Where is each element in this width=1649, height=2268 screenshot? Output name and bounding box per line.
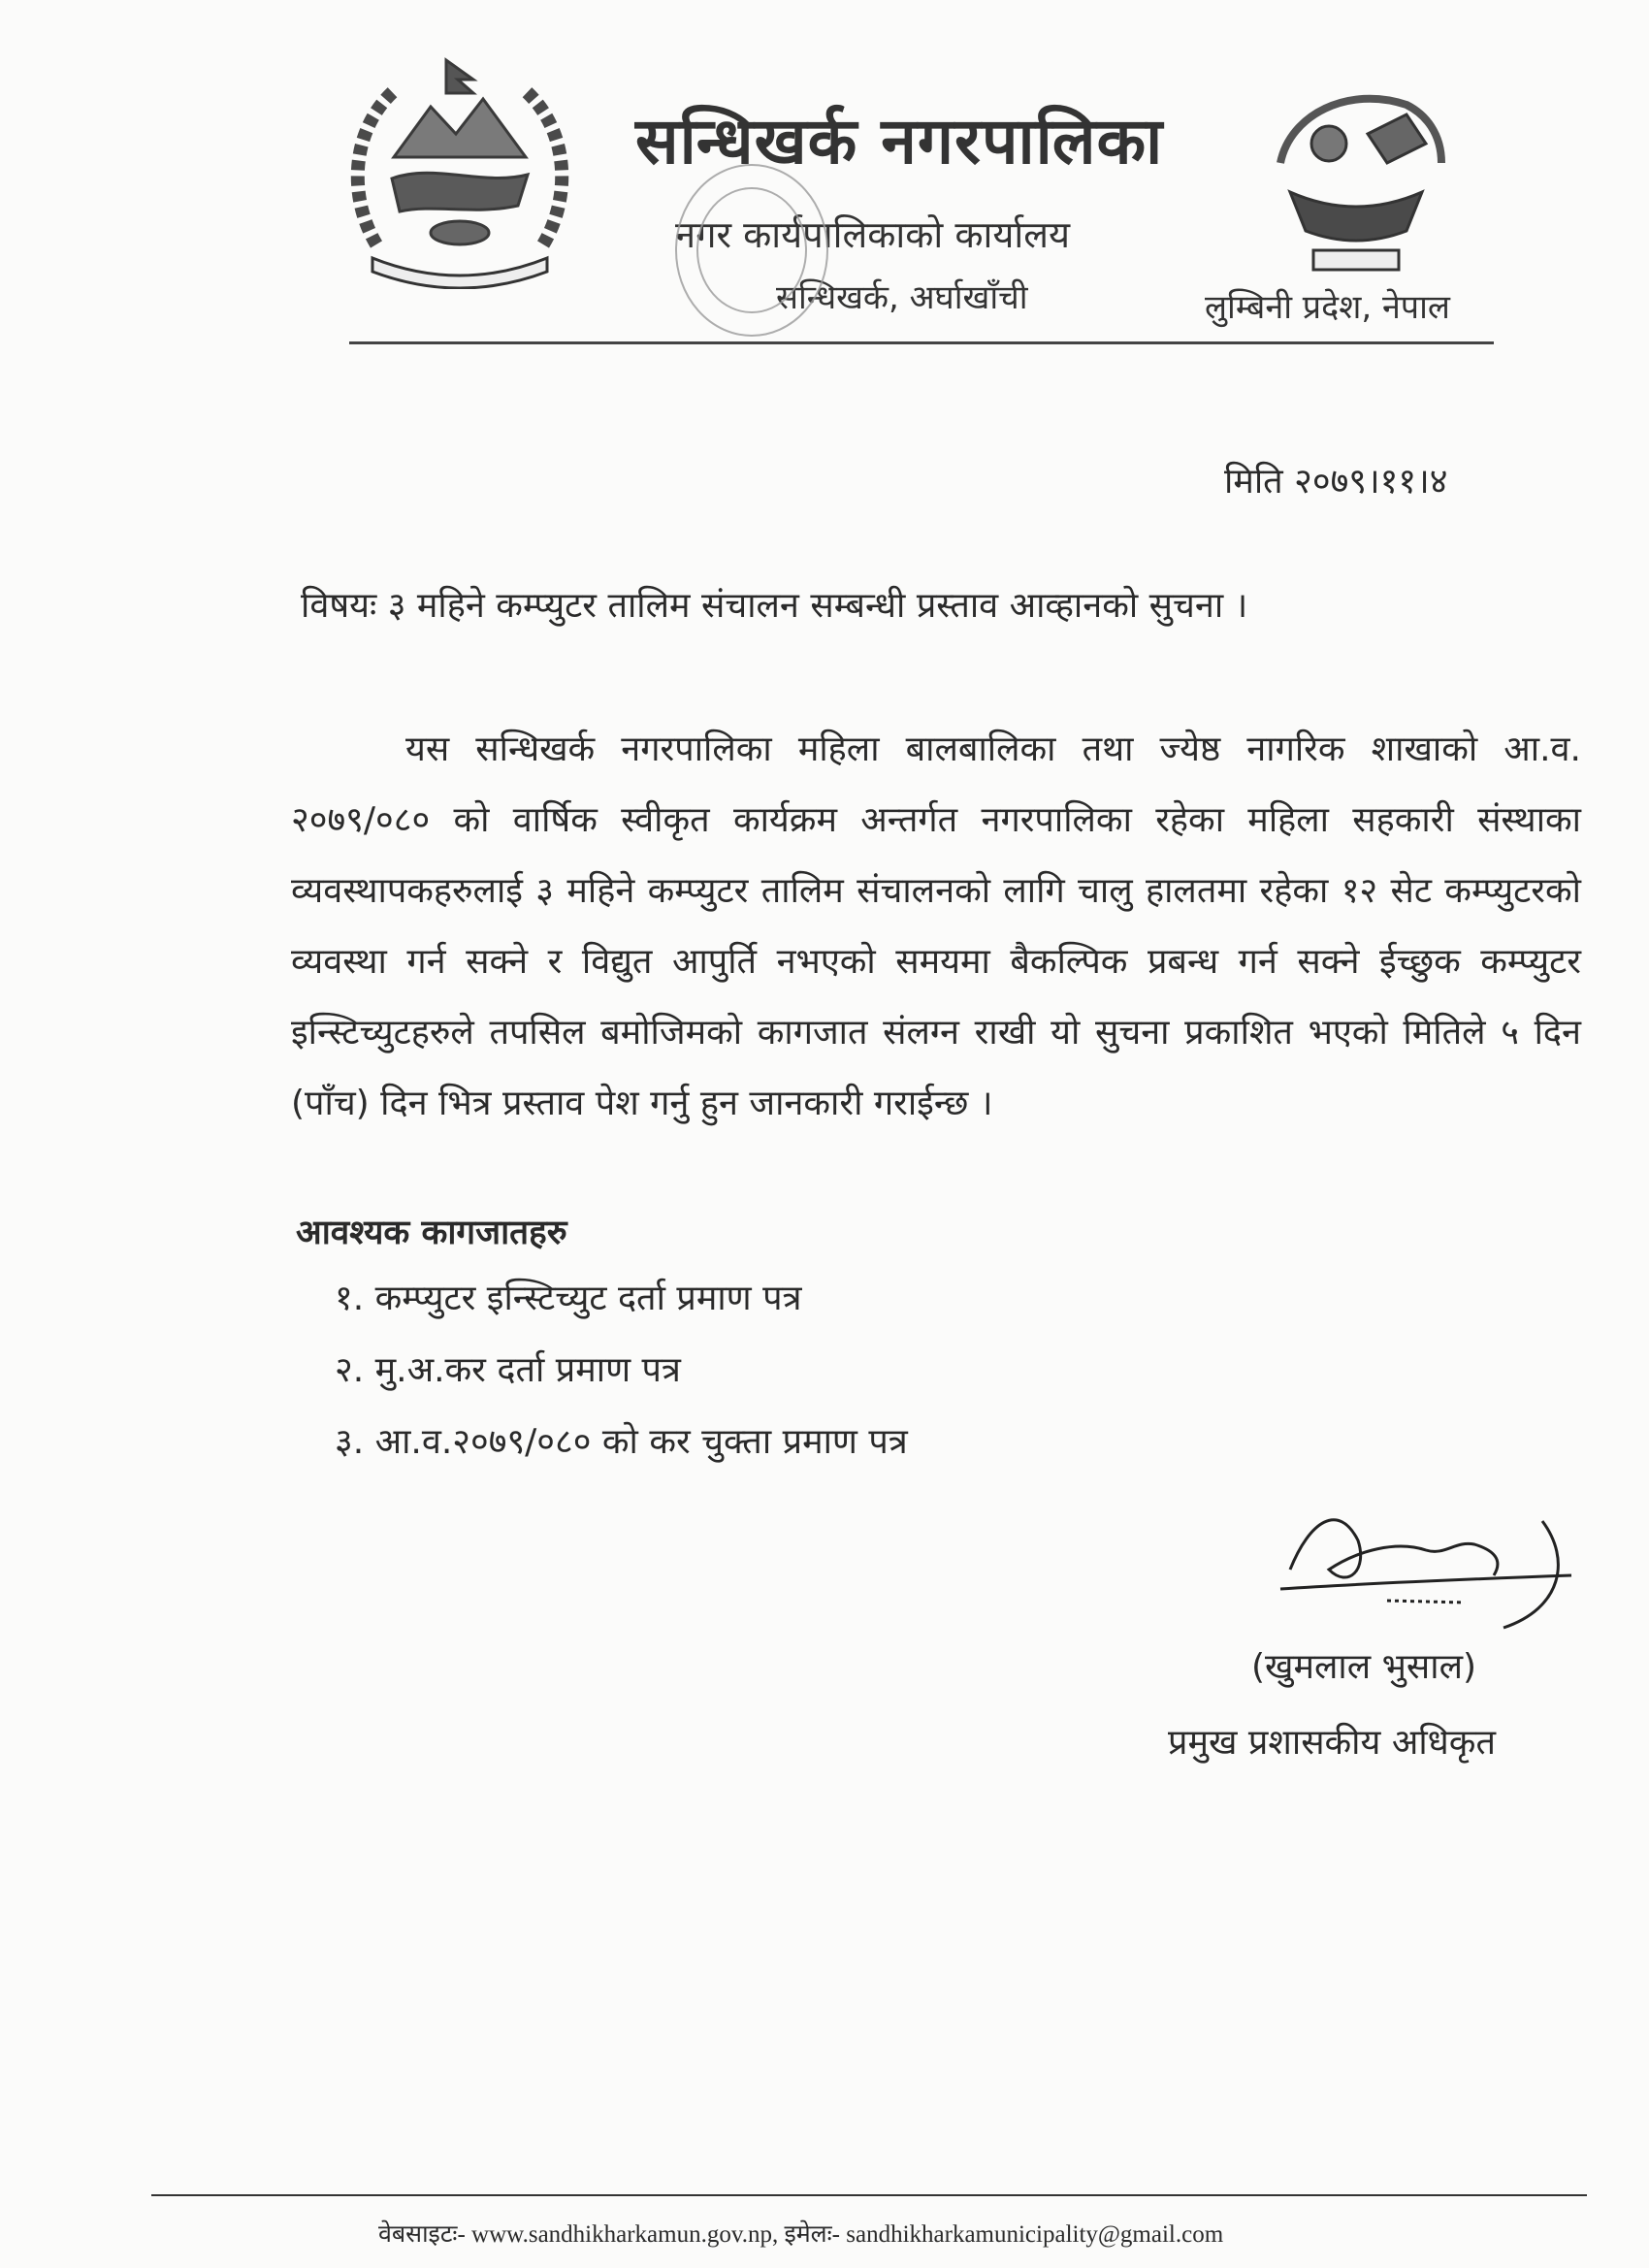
office-stamp-icon [669,153,834,347]
notice-subject: विषयः ३ महिने कम्प्युटर तालिम संचालन सम्बन्धी प्रस्ताव आव्हानको सुचना । [301,586,1248,626]
footer-divider [151,2194,1587,2196]
signer-title: प्रमुख प्रशासकीय अधिकृत [1168,1723,1496,1763]
nepal-emblem-icon [338,50,582,289]
document-item: २. मु.अ.कर दर्ता प्रमाण पत्र [335,1350,681,1390]
documents-list [335,1273,908,1488]
documents-heading: आवश्यक कागजातहरु [296,1214,567,1252]
document-item: ३. आ.व.२०७९/०८० को कर चुक्ता प्रमाण पत्र [335,1422,908,1462]
notice-date: मिति २०७९।११।४ [1224,462,1448,502]
signer-name: (खुमलाल भुसाल) [1251,1647,1477,1687]
org-title: सन्धिखर्क नगरपालिका [635,104,1164,178]
footer-contact: वेबसाइटः- www.sandhikharkamun.gov.np, इमेलः- sandhikharkamunicipality@gmail.com [378,2221,1224,2248]
header-divider [349,341,1494,344]
notice-body: यस सन्धिखर्क नगरपालिका महिला बालबालिका तथा ज्येष्ठ नागरिक शाखाको आ.व. २०७९/०८० को वार्षिक स्वीकृत कार्यक्रम अन्तर्गत नगरपालिका रहेका महिला सहकारी संस्थाका व्यवस्थापकहरुलाई ३ महिने कम्प्युटर तालिम संचालनको लागि चालु हालतमा रहेका १२ सेट कम्प्युटरको व्यवस्था गर्न सक्ने र विद्युत आपुर्ति नभएको समयमा बैकल्पिक प्रबन्ध गर्न सक्ने ईच्छुक कम्प्युटर इन्स्टिच्युटहरुले तपसिल बमोजिमको कागजात संलग्न राखी यो सुचना प्रकाशित भएको मितिले ५ दिन (पाँच) दिन भित्र प्रस्ताव पेश गर्नु हुन जानकारी गराईन्छ । [291,729,1581,1123]
province-address: लुम्बिनी प्रदेश, नेपाल [1205,288,1450,327]
office-address: सन्धिखर्क, अर्घाखाँची [776,278,1028,317]
municipality-logo-icon [1261,76,1451,289]
signature-icon [1251,1482,1600,1647]
document-item: १. कम्प्युटर इन्स्टिच्युट दर्ता प्रमाण पत्र [335,1279,802,1318]
office-name: नगर कार्यपालिकाको कार्यालय [675,213,1071,256]
